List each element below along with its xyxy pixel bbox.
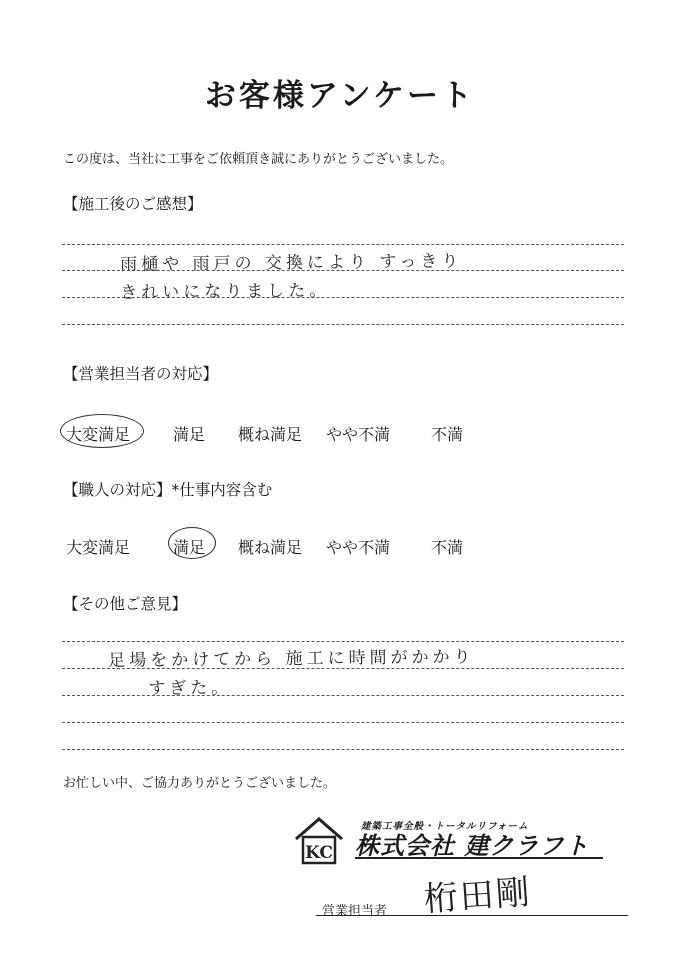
answer-line [62,641,624,642]
craftsman-response-heading: 【職人の対応】*仕事内容含む [63,481,273,499]
handwritten-impression-line: きれいになりました。 [120,280,331,303]
craftsman-option-somewhat-dissatisfied[interactable]: やや不満 [326,538,391,557]
sales-option-satisfied[interactable]: 満足 [173,425,206,444]
handwritten-opinion-line: すぎた。 [148,678,233,699]
impressions-heading: 【施工後のご感想】 [63,195,203,213]
handwritten-opinion-line: 足場をかけてから 施工に時間がかかり [108,647,475,671]
staff-signature: 桁田剛 [422,872,534,920]
logo-letters: KC [305,843,333,863]
staff-label: 営業担当者 [322,904,388,919]
answer-line [62,695,624,696]
handwritten-impression-line: 雨樋や 雨戸の 交換により すっきり [120,251,463,275]
answer-line [62,324,624,325]
sales-option-mostly-satisfied[interactable]: 概ね満足 [238,425,303,444]
selection-circle [60,414,144,448]
company-tagline: 建築工事全般・トータルリフォーム [361,821,529,832]
intro-text: この度は、当社に工事をご依頼頂き誠にありがとうございました。 [63,152,454,167]
closing-text: お忙しい中、ご協力ありがとうございました。 [63,776,337,791]
sales-option-very-satisfied[interactable]: 大変満足 [66,425,131,444]
sales-response-heading: 【営業担当者の対応】 [63,365,219,383]
company-underline [355,857,603,859]
page-title: お客様アンケート [204,78,476,114]
sales-option-somewhat-dissatisfied[interactable]: やや不満 [326,425,391,444]
selection-circle [168,527,216,559]
answer-line [62,722,624,723]
craftsman-option-mostly-satisfied[interactable]: 概ね満足 [238,538,303,557]
craftsman-option-satisfied[interactable]: 満足 [173,538,206,557]
answer-line [62,244,624,245]
other-opinions-heading: 【その他ご意見】 [63,595,188,613]
company-name: 株式会社 建クラフト [355,832,590,860]
company-logo-icon [293,815,345,867]
craftsman-option-very-satisfied[interactable]: 大変満足 [66,538,131,557]
craftsman-option-dissatisfied[interactable]: 不満 [431,538,464,557]
answer-line [62,749,624,750]
sales-option-dissatisfied[interactable]: 不満 [431,425,464,444]
